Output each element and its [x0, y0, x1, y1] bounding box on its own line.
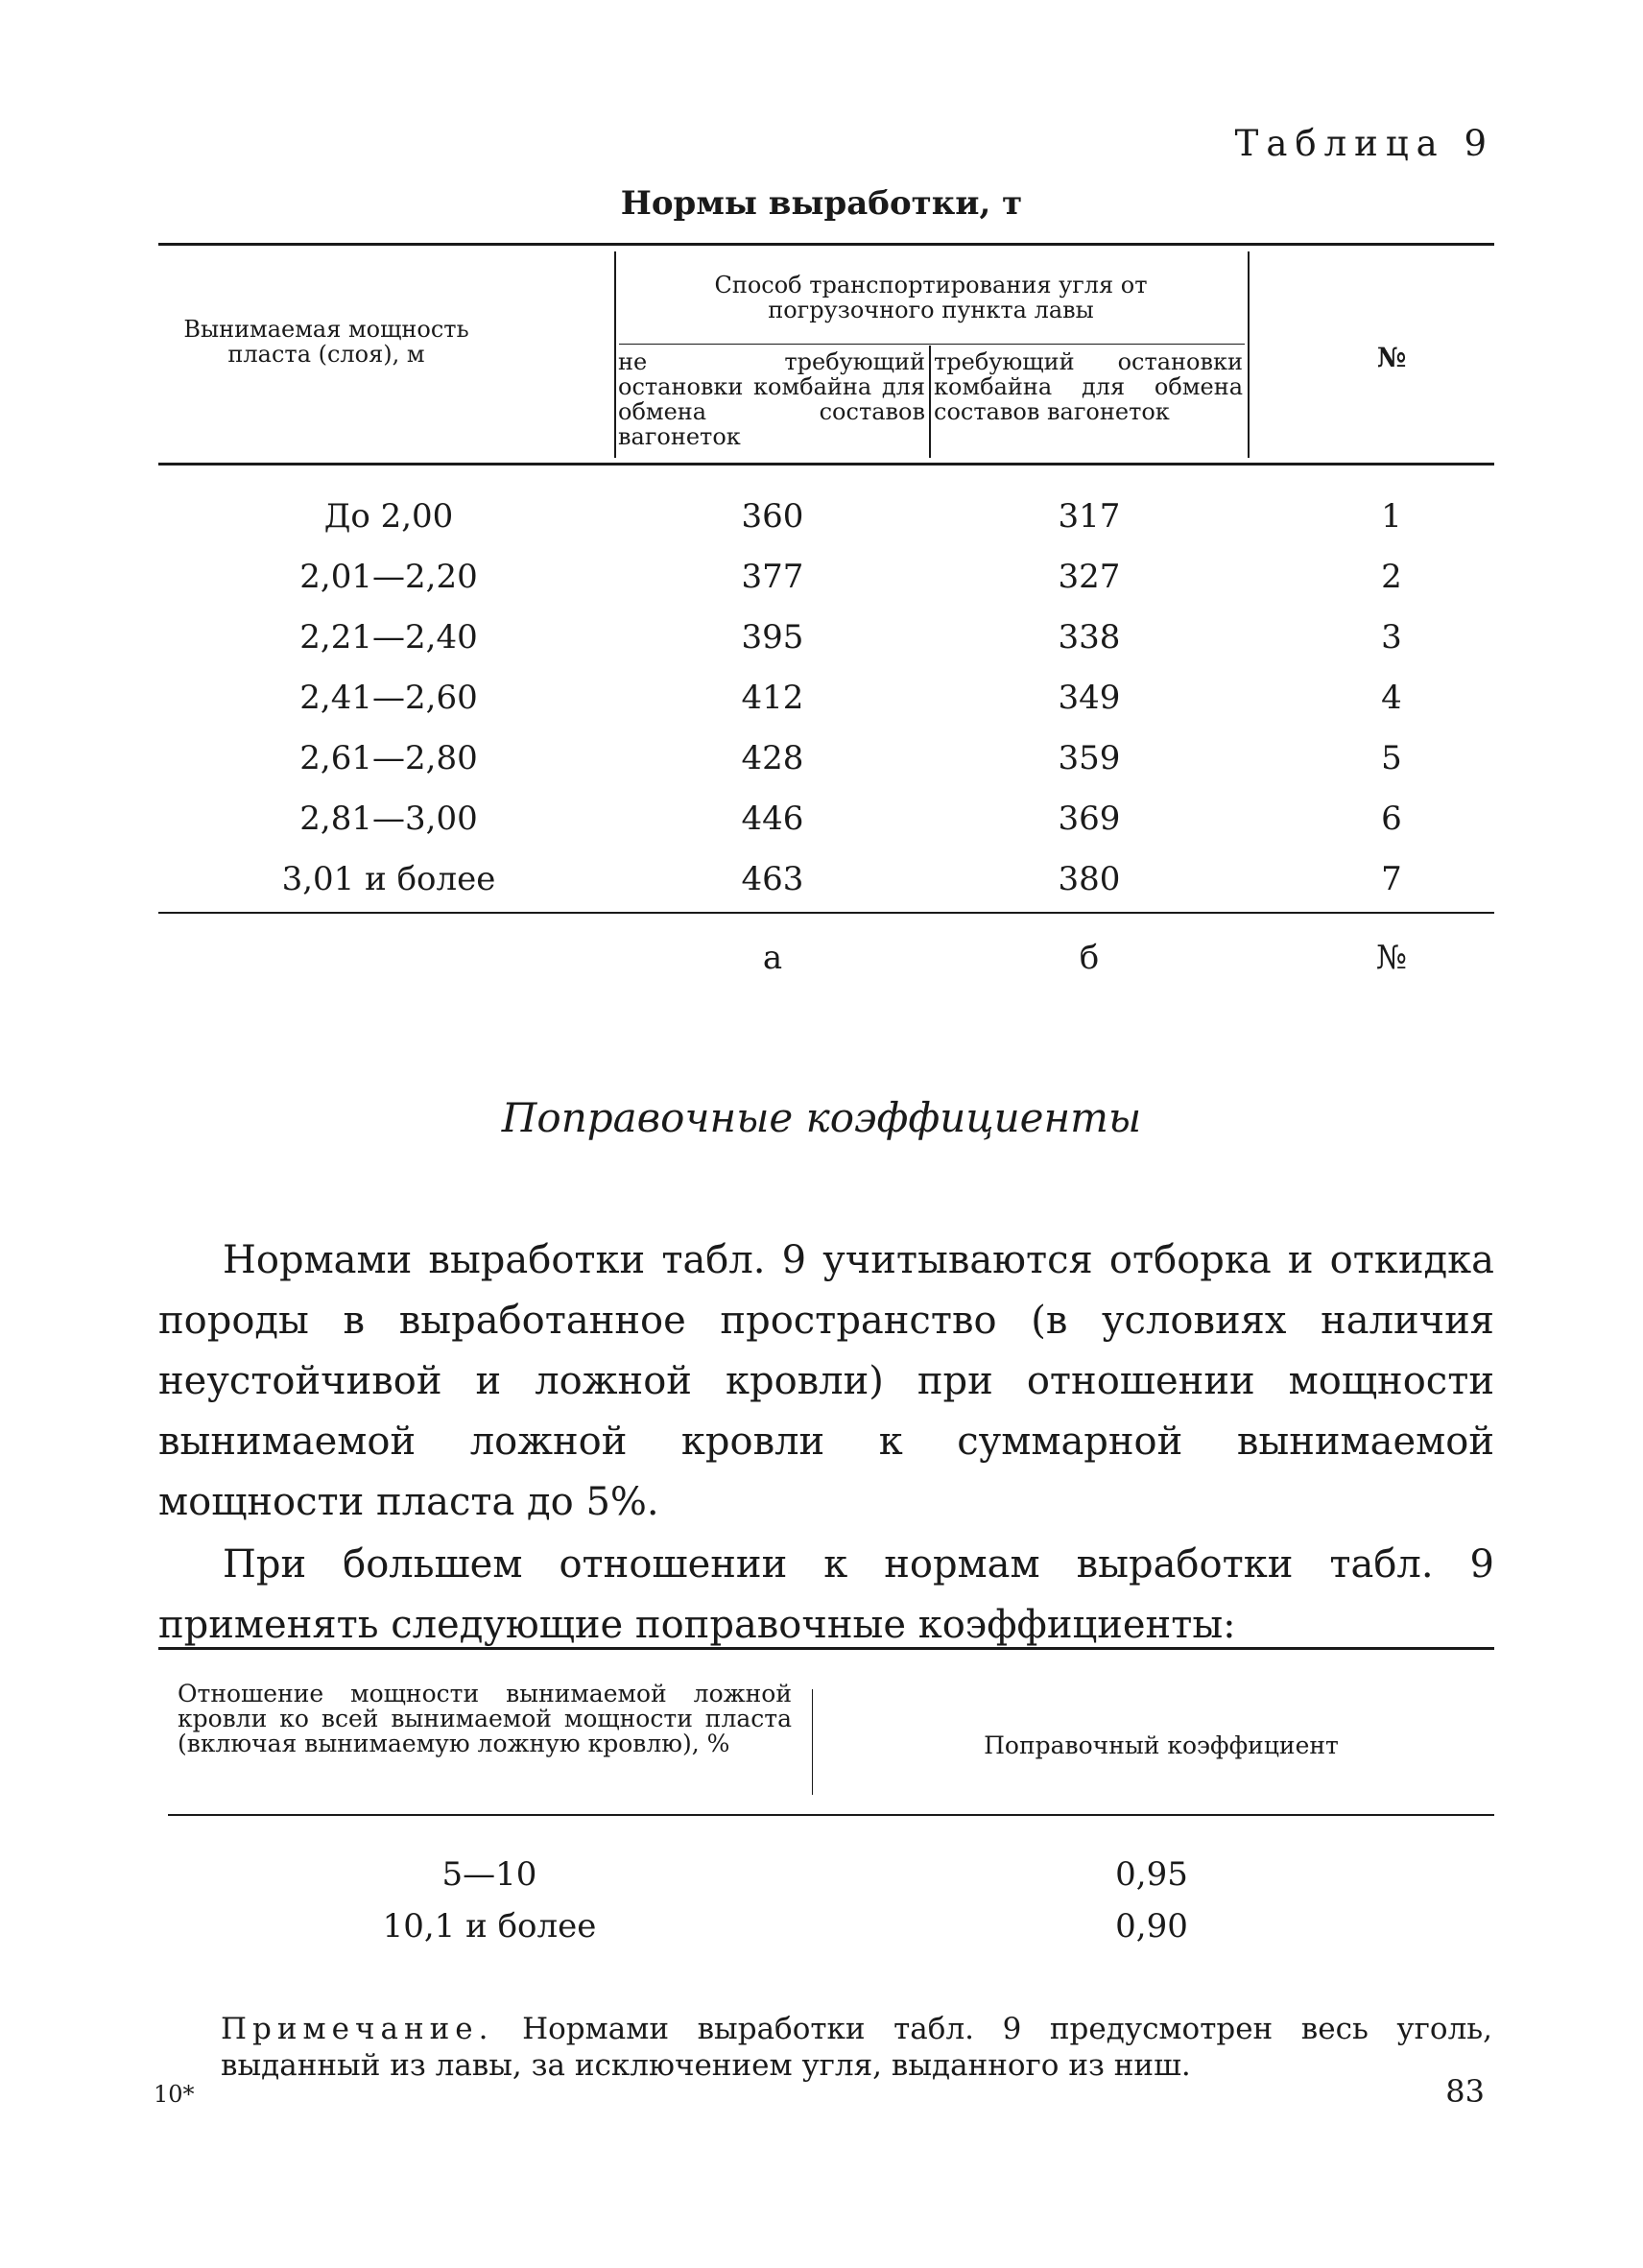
row-range: 3,01 и более: [281, 860, 496, 898]
table1-col-no-header: №: [1376, 342, 1407, 373]
note-lead: Примечание.: [221, 2012, 494, 2046]
note-text: Нормами выработки табл. 9 предусмотрен весь уголь, выданный из лавы, за исключением угля, выданного из ниш.: [221, 2012, 1492, 2083]
row-number: 5: [1381, 739, 1402, 777]
row-number: 2: [1381, 558, 1402, 596]
table1-vline-1: [614, 251, 616, 458]
row-number: 7: [1381, 860, 1402, 898]
table1-header-rule: [158, 463, 1494, 466]
row-range: 2,61—2,80: [299, 739, 478, 777]
row-number: 1: [1381, 497, 1402, 536]
table2-header-rule: [168, 1814, 1494, 1816]
row-col-b: 327: [1058, 558, 1121, 596]
table1-col-a-header: не требующий остановки комбайна для обмена составов вагонеток: [618, 348, 925, 450]
row-col-a: 412: [741, 679, 804, 717]
row-range: 2,41—2,60: [299, 679, 478, 717]
row-range: 2,81—3,00: [299, 800, 478, 838]
table1-top-rule: [158, 243, 1494, 246]
table2-ratio: 5—10: [441, 1855, 537, 1894]
row-col-a: 360: [741, 497, 804, 536]
table1-group-header: Способ транспортирования угля от погрузочного пункта лавы: [714, 272, 1148, 323]
row-range: 2,01—2,20: [299, 558, 478, 596]
page-number: 83: [1445, 2073, 1485, 2110]
row-number: 4: [1381, 679, 1402, 717]
row-col-b: 369: [1058, 800, 1121, 838]
table1-footer-b: б: [1079, 939, 1100, 977]
row-number: 3: [1381, 618, 1402, 657]
table1-group-underline: [619, 344, 1245, 345]
row-range: До 2,00: [323, 497, 454, 536]
footer-signature: 10*: [154, 2081, 195, 2108]
row-range: 2,21—2,40: [299, 618, 478, 657]
table1-col-b-header: требующий остановки комбайна для обмена составов вагонеток: [934, 348, 1243, 425]
table-title: Нормы выработки, т: [620, 184, 1023, 223]
table1-vline-3: [1248, 251, 1250, 458]
table1-footer-a: а: [762, 939, 783, 977]
table2-col2-header: Поправочный коэффициент: [984, 1731, 1339, 1759]
row-col-b: 359: [1058, 739, 1121, 777]
row-col-a: 446: [741, 800, 804, 838]
table2-ratio: 10,1 и более: [382, 1907, 597, 1946]
row-col-a: 428: [741, 739, 804, 777]
table2-vline: [812, 1689, 813, 1795]
row-number: 6: [1381, 800, 1402, 838]
note: [221, 2011, 1492, 2084]
row-col-b: 349: [1058, 679, 1121, 717]
table1-footer-no: №: [1375, 939, 1408, 977]
table1-bottom-rule: [158, 912, 1494, 914]
table2-coef: 0,90: [1115, 1907, 1188, 1946]
section-heading: Поправочные коэффициенты: [501, 1094, 1142, 1141]
table-label: Таблица 9: [1234, 123, 1494, 164]
row-col-a: 395: [741, 618, 804, 657]
table1-vline-2: [929, 346, 931, 458]
table2-col1-header: Отношение мощности вынимаемой ложной кровли ко всей вынимаемой мощности пласта (включая вынимаемую ложную кровлю), %: [178, 1680, 792, 1757]
row-col-a: 377: [741, 558, 804, 596]
row-col-a: 463: [741, 860, 804, 898]
paragraph: Нормами выработки табл. 9 учитываются отборка и откидка породы в выработанное пространство (в условиях наличия неустойчивой и ложной кровли) при отношении мощности вынимаемой ложной кровли к суммарной вынимаемой мощности пласта до 5%.: [158, 1238, 1494, 1524]
row-col-b: 380: [1058, 860, 1121, 898]
row-col-b: 338: [1058, 618, 1121, 657]
row-col-b: 317: [1058, 497, 1121, 536]
paragraph: При большем отношении к нормам выработки табл. 9 применять следующие поправочные коэффициенты:: [158, 1542, 1494, 1647]
table2-top-rule: [158, 1647, 1494, 1650]
table2-coef: 0,95: [1115, 1855, 1188, 1894]
table1-col1-header: Вынимаемая мощность пласта (слоя), м: [183, 316, 469, 368]
body-text: [158, 1230, 1494, 1656]
